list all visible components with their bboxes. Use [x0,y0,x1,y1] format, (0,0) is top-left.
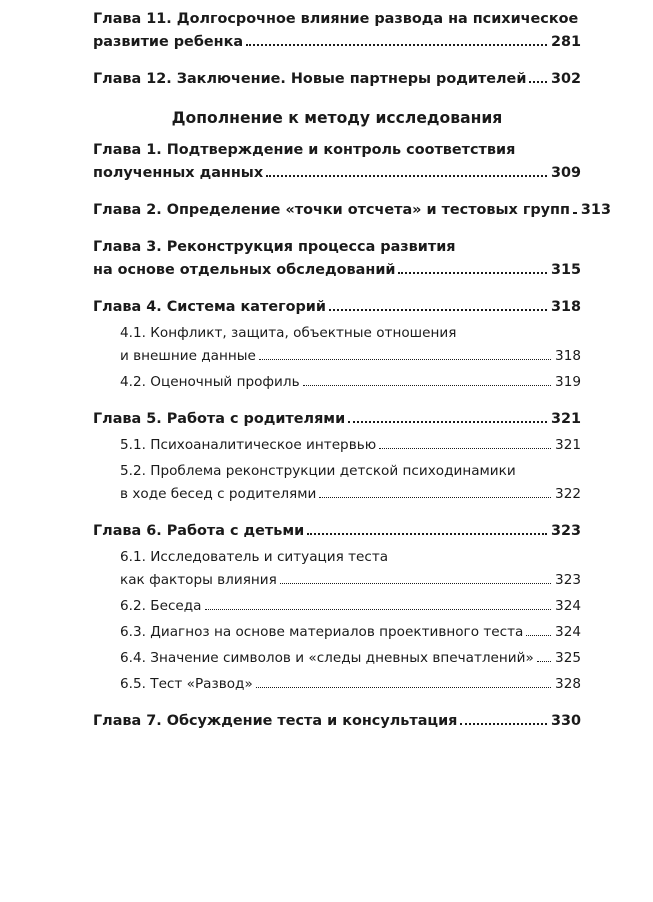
toc-chapter-entry[interactable] [93,296,581,319]
toc-entry-line [120,673,581,696]
toc-entry-title: 4.1. Конфликт, защита, объектные отношения [120,325,457,341]
toc-entry-line [120,460,581,483]
toc-chapter-entry[interactable] [93,8,581,54]
toc-entry-line [93,8,581,31]
page-number: 330 [550,713,581,729]
table-of-contents [93,8,611,733]
toc-subentry[interactable] [93,673,581,696]
page-number: 323 [555,572,581,588]
page-number: 324 [555,598,581,614]
toc-entry-line [93,31,581,54]
toc-entry-title: Глава 2. Определение «точки отсчета» и тестовых групп [93,202,570,218]
dot-leader [329,309,547,311]
page-number: 281 [550,34,581,50]
dot-leader [573,212,577,214]
toc-entry-title: 6.1. Исследователь и ситуация теста [120,549,389,565]
toc-entry-line [120,546,581,569]
dot-leader [266,175,547,177]
toc-entry-title: Глава 1. Подтверждение и контроль соответствия [93,142,516,158]
toc-subentry[interactable] [93,460,581,506]
page-number: 309 [550,165,581,181]
dot-leader [303,385,551,386]
dot-leader [246,44,547,46]
toc-entry-title: Глава 11. Долгосрочное влияние развода на психическое [93,11,579,27]
dot-leader [256,687,551,688]
toc-chapter-entry[interactable] [93,408,581,431]
page-number: 325 [555,650,581,666]
toc-entry-line [120,371,581,394]
toc-entry-title: Глава 12. Заключение. Новые партнеры родителей [93,71,527,87]
toc-entry-title: 6.3. Диагноз на основе материалов проективного теста [120,624,524,640]
page-number: 322 [555,486,581,502]
toc-entry-title: Глава 6. Работа с детьми [93,523,305,539]
toc-entry-title: 4.2. Оценочный профиль [120,374,300,390]
dot-leader [205,609,552,610]
toc-entry-line [93,296,581,319]
dot-leader [537,661,551,662]
toc-entry-title: развитие ребенка [93,34,244,50]
dot-leader [319,497,551,498]
page-number: 328 [555,676,581,692]
toc-entry-line [120,345,581,368]
toc-entry-line [120,647,581,670]
toc-entry-title: полученных данных [93,165,264,181]
toc-subentry[interactable] [93,621,581,644]
toc-subentry[interactable] [93,371,581,394]
toc-entry-title: Глава 3. Реконструкция процесса развития [93,239,456,255]
page-number: 319 [555,374,581,390]
dot-leader [348,421,547,423]
toc-entry-line [120,595,581,618]
page-number: 318 [555,348,581,364]
dot-leader [259,359,551,360]
toc-entry-line [93,68,581,91]
toc-entry-line [93,199,611,222]
toc-subentry[interactable] [93,434,581,457]
toc-entry-line [120,434,581,457]
toc-subentry[interactable] [93,322,581,368]
toc-entry-title: и внешние данные [120,348,256,364]
toc-entry-line [93,236,581,259]
dot-leader [526,635,551,636]
page-number: 313 [580,202,611,218]
toc-chapter-entry[interactable] [93,68,581,91]
toc-entry-title: как факторы влияния [120,572,277,588]
toc-entry-title: на основе отдельных обследований [93,262,396,278]
toc-chapter-entry[interactable] [93,520,581,543]
page-number: 302 [550,71,581,87]
toc-entry-line [93,408,581,431]
toc-entry-title: 5.2. Проблема реконструкции детской психодинамики [120,463,516,479]
toc-entry-title: в ходе бесед с родителями [120,486,317,502]
toc-subentry[interactable] [93,546,581,592]
toc-subentry[interactable] [93,647,581,670]
toc-subentry[interactable] [93,595,581,618]
page-number: 318 [550,299,581,315]
toc-entry-line [120,483,581,506]
toc-entry-title: Глава 7. Обсуждение теста и консультация [93,713,458,729]
page-number: 321 [555,437,581,453]
toc-entry-title: 6.2. Беседа [120,598,202,614]
toc-entry-line [93,139,581,162]
toc-chapter-entry[interactable] [93,236,581,282]
dot-leader [398,272,546,274]
toc-entry-title: 6.4. Значение символов и «следы дневных впечатлений» [120,650,534,666]
toc-entry-line [120,621,581,644]
toc-entry-title: 6.5. Тест «Развод» [120,676,253,692]
toc-chapter-entry[interactable] [93,199,611,222]
toc-entry-line [93,520,581,543]
dot-leader [379,448,551,449]
toc-entry-line [93,710,581,733]
toc-entry-title: Глава 4. Система категорий [93,299,326,315]
toc-entry-line [93,162,581,185]
toc-entry-title: 5.1. Психоаналитическое интервью [120,437,377,453]
section-title: Дополнение к методу исследования [171,109,503,127]
toc-entry-line [120,569,581,592]
page-number: 324 [555,624,581,640]
dot-leader [460,723,547,725]
page-number: 321 [550,411,581,427]
toc-entry-line [120,322,581,345]
page-number: 315 [550,262,581,278]
dot-leader [307,533,547,535]
toc-chapter-entry[interactable] [93,710,581,733]
toc-entry-title: Глава 5. Работа с родителями [93,411,346,427]
toc-entry-line [93,259,581,282]
page-number: 323 [550,523,581,539]
dot-leader [529,81,547,83]
dot-leader [280,583,551,584]
toc-chapter-entry[interactable] [93,139,581,185]
